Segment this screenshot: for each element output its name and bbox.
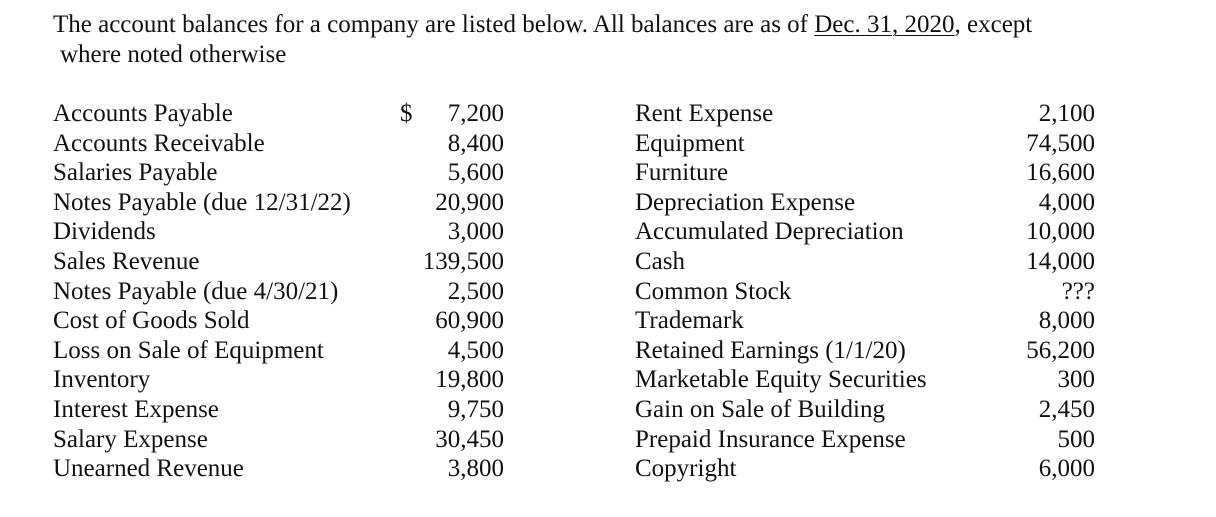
account-balance: 139,500 [422, 247, 504, 275]
account-row [53, 247, 504, 277]
account-row [53, 454, 504, 484]
account-balance: 5,600 [447, 159, 504, 187]
account-balance: 2,500 [447, 277, 504, 305]
account-balance: 56,200 [1026, 336, 1095, 364]
account-row [635, 158, 1095, 188]
account-name: Salaries Payable [53, 159, 218, 187]
balance-date: Dec. 31, 2020 [814, 11, 955, 38]
account-row [635, 306, 1095, 336]
account-balance: 60,900 [435, 307, 504, 335]
account-row [53, 277, 504, 307]
currency-symbol: $ [400, 100, 413, 127]
intro-text-after: , except [954, 11, 1033, 38]
account-row [53, 306, 504, 336]
account-balance: 3,000 [447, 218, 504, 246]
account-name: Gain on Sale of Building [635, 395, 885, 423]
account-name: Inventory [53, 366, 151, 394]
account-name: Marketable Equity Securities [635, 366, 927, 394]
account-name: Accounts Receivable [53, 129, 265, 157]
account-row [635, 99, 1095, 129]
intro-line-2: where noted otherwise [60, 41, 287, 68]
account-balance: 3,800 [447, 455, 504, 483]
account-row [53, 395, 504, 425]
account-row [635, 129, 1095, 159]
intro-text: The account balances for a company are listed below. All balances are as of [53, 11, 815, 38]
account-name: Equipment [635, 129, 745, 157]
account-name: Accumulated Depreciation [635, 218, 904, 246]
account-row [53, 188, 504, 218]
account-balance: 6,000 [1038, 455, 1095, 483]
account-row [635, 217, 1095, 247]
account-name: Cash [635, 247, 685, 275]
intro-paragraph [53, 10, 1173, 70]
account-balance: 20,900 [435, 188, 504, 216]
account-name: Furniture [635, 159, 729, 187]
account-name: Notes Payable (due 12/31/22) [53, 188, 351, 216]
account-name: Unearned Revenue [53, 455, 244, 483]
account-balance: 7,200 [447, 100, 504, 127]
account-row [53, 425, 504, 455]
account-name: Salary Expense [53, 425, 208, 453]
account-balance: 8,400 [447, 129, 504, 157]
account-row [635, 365, 1095, 395]
account-balance: 500 [1057, 425, 1095, 453]
account-row [635, 277, 1095, 307]
account-name: Notes Payable (due 4/30/21) [53, 277, 339, 305]
account-balance: ??? [1061, 277, 1095, 305]
account-row [635, 247, 1095, 277]
account-row [635, 395, 1095, 425]
account-row [53, 365, 504, 395]
account-balance: 4,500 [447, 336, 504, 364]
account-name: Prepaid Insurance Expense [635, 425, 906, 453]
account-name: Common Stock [635, 277, 792, 305]
account-balance: 14,000 [1026, 247, 1095, 275]
account-name: Depreciation Expense [635, 188, 856, 216]
account-name: Retained Earnings (1/1/20) [635, 336, 906, 364]
account-balance: 300 [1057, 366, 1095, 394]
account-balance: 19,800 [435, 366, 504, 394]
account-row [635, 336, 1095, 366]
account-row [635, 188, 1095, 218]
account-balance: 74,500 [1026, 129, 1095, 157]
account-balance: 16,600 [1026, 159, 1095, 187]
account-balance: 30,450 [435, 425, 504, 453]
right-account-column [635, 99, 1095, 484]
account-name: Dividends [53, 218, 156, 246]
left-account-column [53, 99, 504, 484]
account-balance: 2,100 [1038, 100, 1095, 127]
account-name: Loss on Sale of Equipment [53, 336, 324, 364]
account-row [635, 425, 1095, 455]
account-row [53, 158, 504, 188]
account-balance: 9,750 [447, 395, 504, 423]
account-balance: 8,000 [1038, 307, 1095, 335]
account-name: Copyright [635, 455, 737, 483]
account-row [53, 217, 504, 247]
account-name: Rent Expense [635, 100, 774, 127]
account-row [635, 454, 1095, 484]
account-row [53, 99, 504, 129]
account-name: Sales Revenue [53, 247, 200, 275]
account-name: Cost of Goods Sold [53, 307, 250, 335]
account-balance: 10,000 [1026, 218, 1095, 246]
account-name: Accounts Payable [53, 100, 233, 127]
account-name: Interest Expense [53, 395, 219, 423]
account-row [53, 129, 504, 159]
account-balance: 2,450 [1038, 395, 1095, 423]
account-name: Trademark [635, 307, 744, 335]
account-row [53, 336, 504, 366]
account-balance: 4,000 [1038, 188, 1095, 216]
